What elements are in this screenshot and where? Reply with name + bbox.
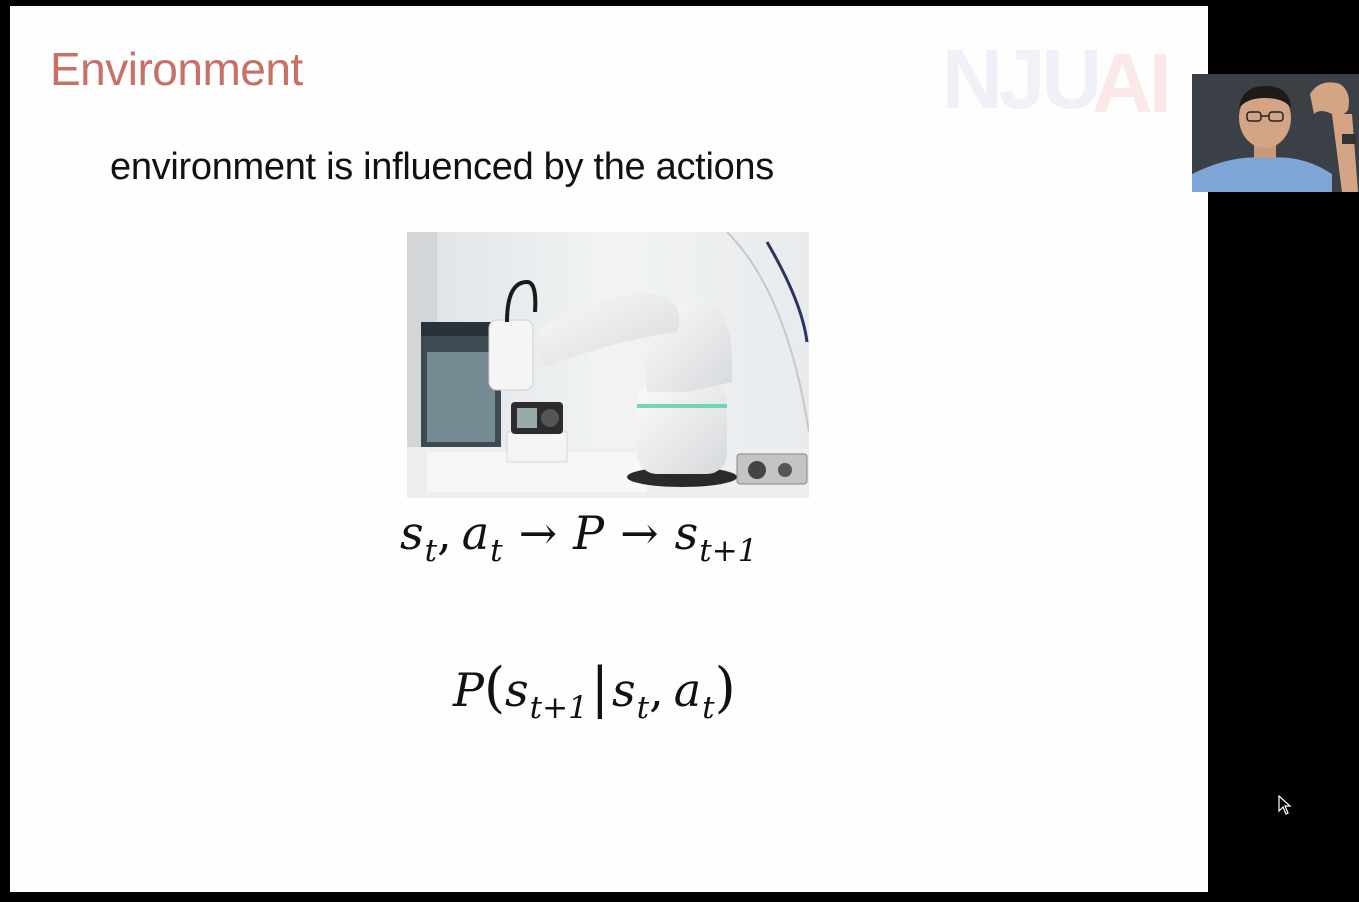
arrow-icon: → (518, 506, 558, 560)
svg-text:NJU: NJU (942, 34, 1099, 126)
mouse-pointer-icon (1278, 795, 1292, 815)
slide-title: Environment (50, 43, 303, 95)
robot-arm-illustration (407, 232, 809, 498)
probability-formula: P ( s t+1 | s t , a t ) (453, 656, 736, 726)
presentation-slide (10, 6, 1208, 892)
robot-arm-photo (407, 232, 809, 498)
transition-formula: s t , a t → P → s t+1 (400, 506, 758, 569)
presenter-video[interactable] (1192, 74, 1359, 192)
presenter-video-icon (1192, 74, 1359, 192)
arrow-icon: → (620, 506, 659, 560)
svg-text:AI: AI (1092, 36, 1168, 126)
slide-bullet-text: environment is influenced by the actions (110, 146, 774, 188)
nju-ai-logo (942, 34, 1192, 126)
